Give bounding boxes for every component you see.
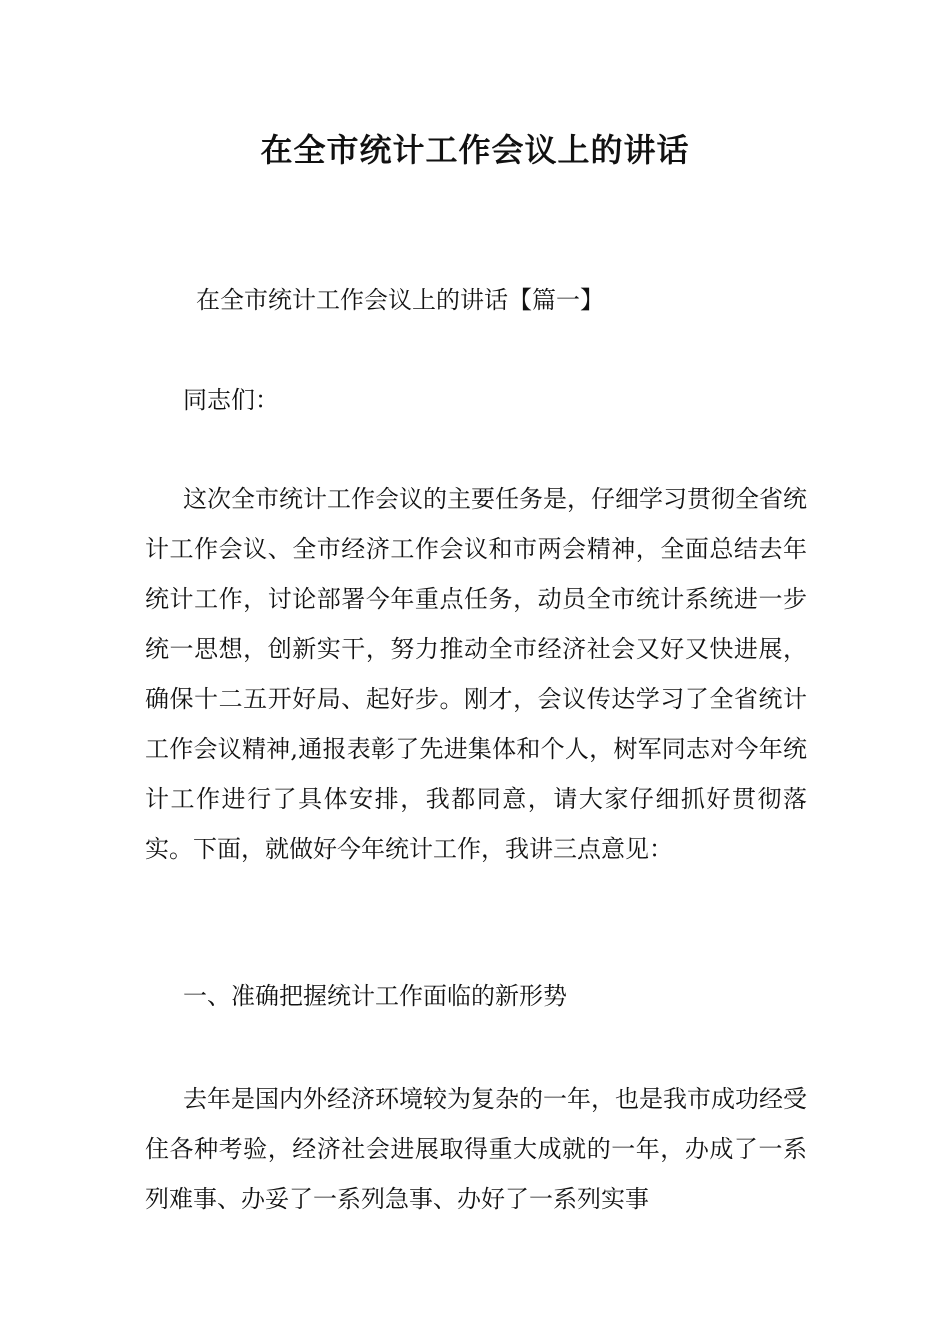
paragraph-section-1: 去年是国内外经济环境较为复杂的一年，也是我市成功经受住各种考验，经济社会进展取得重大成就的一年，办成了一系列难事、办妥了一系列急事、办好了一系列实事 bbox=[145, 1085, 807, 1213]
document-title: 在全市统计工作会议上的讲话 bbox=[260, 131, 690, 169]
document-subtitle: 在全市统计工作会议上的讲话【篇一】 bbox=[196, 286, 604, 314]
paragraph-intro: 这次全市统计工作会议的主要任务是，仔细学习贯彻全省统计工作会议、全市经济工作会议和市两会精神，全面总结去年统计工作，讨论部署今年重点任务，动员全市统计系统进一步统一思想，创新实干，努力推动全市经济社会又好又快进展，确保十二五开好局、起好步。刚才，会议传达学习了全省统计工作会议精神,通报表彰了先进集体和个人，树军同志对今年统计工作进行了具体安排，我都同意，请大家仔细抓好贯彻落实。下面，就做好今年统计工作，我讲三点意见： bbox=[145, 485, 807, 863]
section-heading-1: 一、准确把握统计工作面临的新形势 bbox=[183, 982, 567, 1010]
greeting-text: 同志们： bbox=[183, 386, 279, 414]
